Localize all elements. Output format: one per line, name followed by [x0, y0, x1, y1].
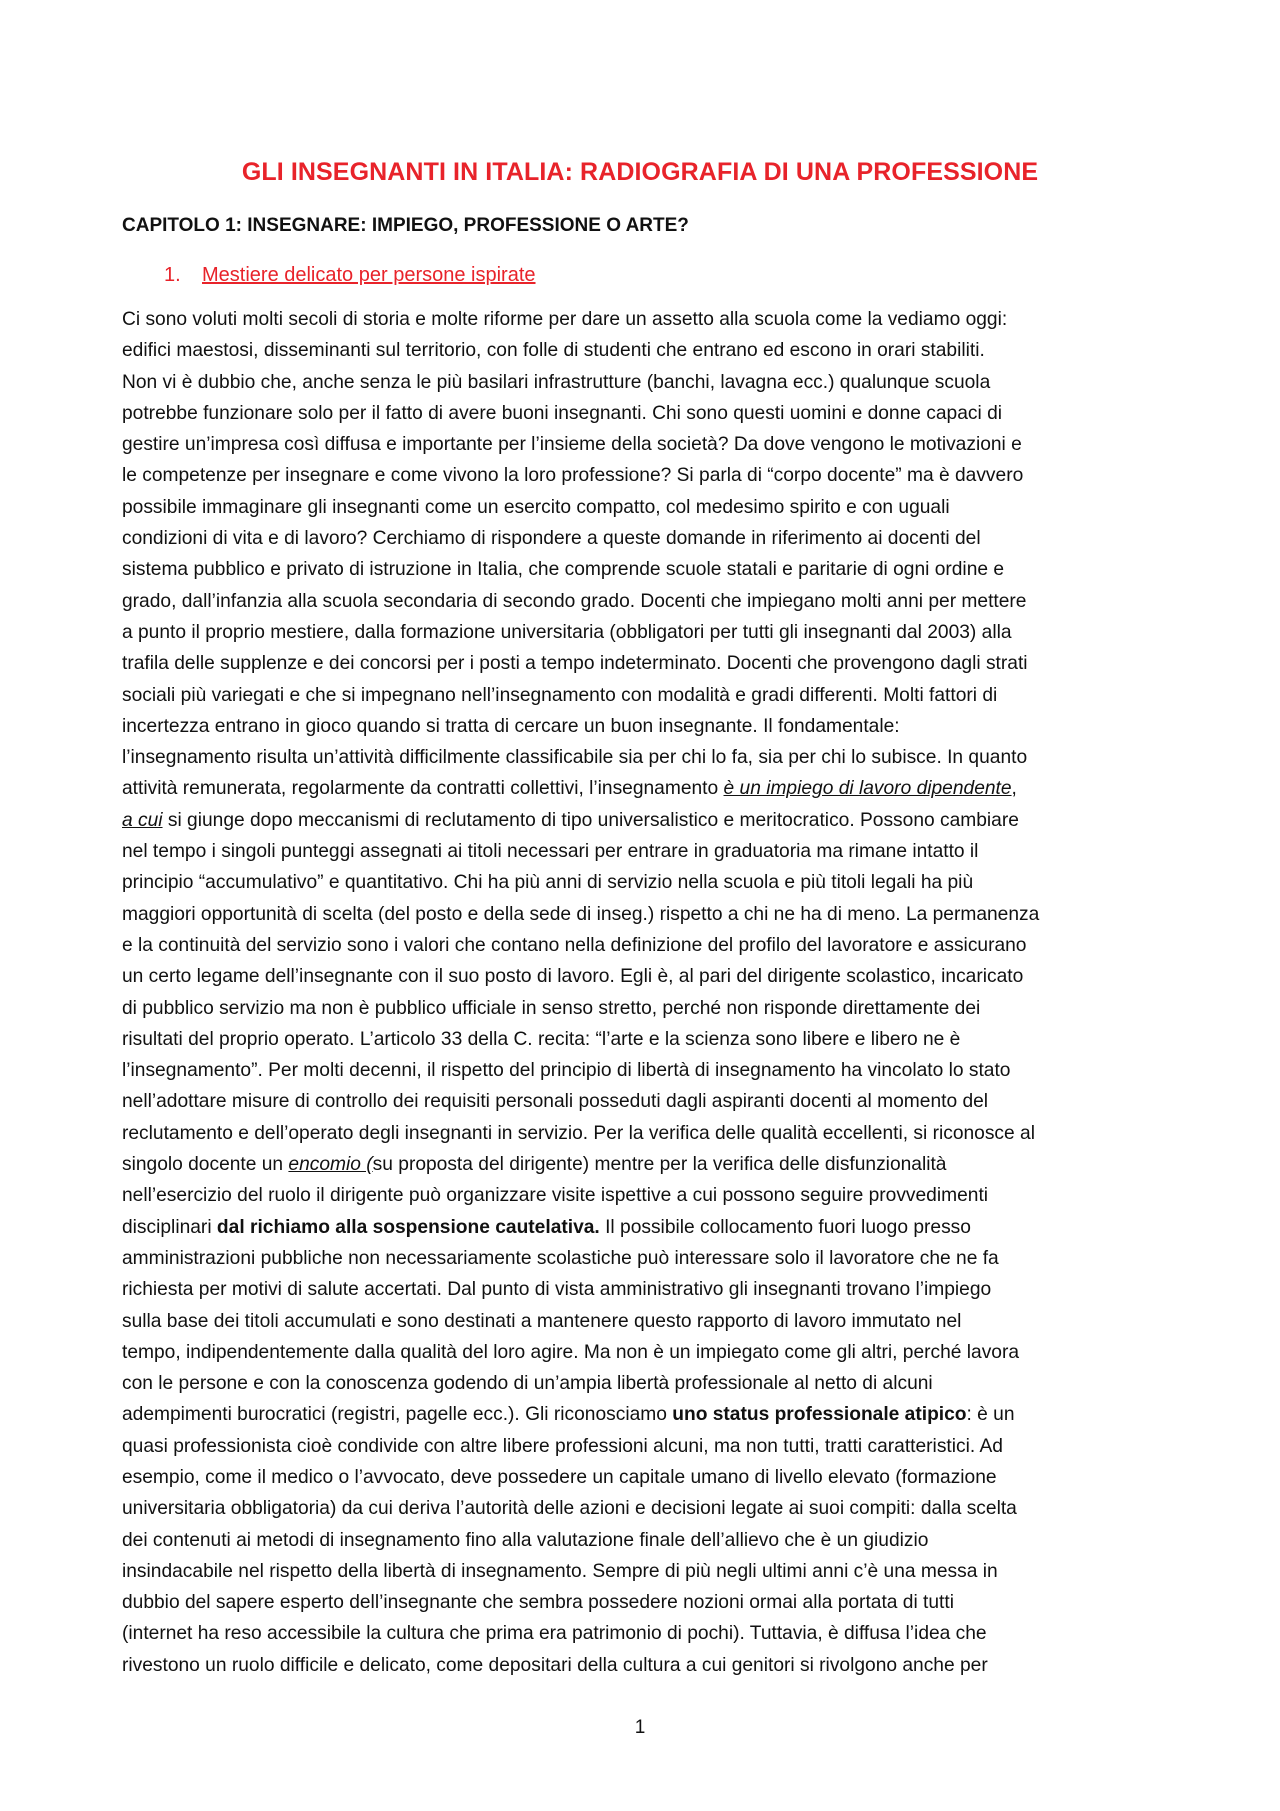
text-line: reclutamento e dell’operato degli insegnanti in servizio. Per la verifica delle qualità eccellenti, si riconosce al [122, 1122, 1035, 1144]
document-title: GLI INSEGNANTI IN ITALIA: RADIOGRAFIA DI UNA PROFESSIONE [241, 158, 1039, 186]
text-line: insindacabile nel rispetto della libertà di insegnamento. Sempre di più negli ultimi anni c’è una messa in [122, 1560, 998, 1582]
text-line: grado, dall’infanzia alla scuola secondaria di secondo grado. Docenti che impiegano molti anni per mettere [122, 590, 1027, 612]
text-line: richiesta per motivi di salute accertati. Dal punto di vista amministrativo gli insegnanti trovano l’impiego [122, 1279, 992, 1301]
bold-text: dal richiamo alla sospensione cautelativa. [216, 1216, 600, 1238]
emphasis-text: è un impiego di lavoro dipendente [723, 778, 1012, 800]
text-line [122, 805, 1162, 836]
text-line: le competenze per insegnare e come vivono la loro professione? Si parla di “corpo docente” ma è davvero [122, 465, 1024, 487]
section-title: Mestiere delicato per persone ispirate [202, 264, 536, 286]
text-line [122, 773, 1162, 804]
text-line [122, 1149, 1162, 1180]
text-line: sistema pubblico e privato di istruzione in Italia, che comprende scuole statali e paritarie di ogni ordine e [122, 559, 1005, 581]
text-line: nell’adottare misure di controllo dei requisiti personali posseduti dagli aspiranti docenti al momento del [122, 1091, 989, 1113]
text-line: universitaria obbligatoria) da cui deriva l’autorità delle azioni e decisioni legate ai suoi compiti: dalla scelta [122, 1498, 1017, 1520]
text-segment: , [1011, 778, 1017, 800]
text-line: incertezza entrano in gioco quando si tratta di cercare un buon insegnante. Il fondamentale: [122, 715, 900, 737]
text-line: sulla base dei titoli accumulati e sono destinati a mantenere questo rapporto di lavoro immutato nel [122, 1310, 962, 1332]
text-line: edifici maestosi, disseminanti sul territorio, con folle di studenti che entrano ed escono in orari stabiliti. [122, 340, 985, 362]
text-segment: : è un [966, 1404, 1015, 1426]
text-line: possibile immaginare gli insegnanti come un esercito compatto, col medesimo spirito e con uguali [122, 496, 950, 518]
text-line: nell’esercizio del ruolo il dirigente può organizzare visite ispettive a cui possono seguire provvedimenti [122, 1185, 989, 1207]
text-line: risultati del proprio operato. L’articolo 33 della C. recita: “l’arte e la scienza sono libere e libero ne è [122, 1028, 961, 1050]
emphasis-text: encomio ( [288, 1154, 373, 1176]
text-line: rivestono un ruolo difficile e delicato, come depositari della cultura a cui genitori si rivolgono anche per [122, 1654, 988, 1676]
emphasis-text: a cui [122, 809, 163, 831]
text-line: Ci sono voluti molti secoli di storia e molte riforme per dare un assetto alla scuola come la vediamo oggi: [122, 309, 1008, 330]
text-line: principio “accumulativo” e quantitativo. Chi ha più anni di servizio nella scuola e più titoli legali ha più [122, 872, 974, 894]
text-line: l’insegnamento”. Per molti decenni, il rispetto del principio di libertà di insegnamento ha vincolato lo stato [122, 1060, 1011, 1082]
body-text [122, 304, 1162, 1681]
text-line [122, 1399, 1162, 1430]
text-line: a punto il proprio mestiere, dalla formazione universitaria (obbligatori per tutti gli insegnanti dal 2003) alla [122, 621, 1012, 643]
text-segment: singolo docente un [122, 1154, 289, 1176]
text-line: tempo, indipendentemente dalla qualità del loro agire. Ma non è un impiegato come gli altri, perché lavora [122, 1341, 1020, 1363]
text-segment: Il possibile collocamento fuori luogo presso [599, 1216, 971, 1238]
text-line: con le persone e con la conoscenza godendo di un’ampia libertà professionale al netto di alcuni [122, 1373, 933, 1395]
text-line: (internet ha reso accessibile la cultura che prima era patrimonio di pochi). Tuttavia, è diffusa l’idea che [122, 1623, 987, 1645]
text-line: potrebbe funzionare solo per il fatto di avere buoni insegnanti. Chi sono questi uomini e donne capaci di [122, 402, 1003, 424]
text-line: dei contenuti ai metodi di insegnamento fino alla valutazione finale dell’allievo che è un giudizio [122, 1529, 929, 1551]
section-number: 1. [164, 264, 181, 286]
text-line: l’insegnamento risulta un’attività difficilmente classificabile sia per chi lo fa, sia per chi lo subisce. In quanto [122, 747, 1028, 769]
text-segment: su proposta del dirigente) mentre per la verifica delle disfunzionalità [372, 1154, 947, 1176]
text-line [122, 1212, 1162, 1243]
text-line: Non vi è dubbio che, anche senza le più basilari infrastrutture (banchi, lavagna ecc.) qualunque scuola [122, 371, 991, 393]
text-line: e la continuità del servizio sono i valori che contano nella definizione del profilo del lavoratore e assicurano [122, 934, 1027, 956]
text-line: trafila delle supplenze e dei concorsi per i posti a tempo indeterminato. Docenti che provengono dagli strati [122, 653, 1028, 675]
text-line: dubbio del sapere esperto dell’insegnante che sembra possedere nozioni ormai alla portata di tutti [122, 1592, 954, 1614]
text-line: maggiori opportunità di scelta (del posto e della sede di inseg.) rispetto a chi ne ha di meno. La permanenza [122, 903, 1040, 925]
text-line: condizioni di vita e di lavoro? Cerchiamo di rispondere a queste domande in riferimento ai docenti del [122, 528, 981, 550]
section-heading [164, 264, 536, 287]
text-line: quasi professionista cioè condivide con altre libere professioni alcuni, ma non tutti, tratti caratteristici. Ad [122, 1435, 1003, 1457]
text-segment: attività remunerata, regolarmente da contratti collettivi, l’insegnamento [122, 778, 724, 800]
text-line: nel tempo i singoli punteggi assegnati ai titoli necessari per entrare in graduatoria ma rimane intatto il [122, 841, 979, 863]
bold-text: uno status professionale atipico [672, 1404, 967, 1426]
page-number: 1 [634, 1717, 646, 1738]
text-line: un certo legame dell’insegnante con il suo posto di lavoro. Egli è, al pari del dirigente scolastico, incaricato [122, 966, 1024, 988]
text-line: esempio, come il medico o l’avvocato, deve possedere un capitale umano di livello elevato (formazione [122, 1466, 997, 1488]
text-line: sociali più variegati e che si impegnano nell’insegnamento con modalità e gradi differenti. Molti fattori di [122, 684, 998, 706]
text-segment: adempimenti burocratici (registri, pagelle ecc.). Gli riconosciamo [122, 1404, 673, 1426]
text-segment: si giunge dopo meccanismi di reclutamento di tipo universalistico e meritocratico. Possono cambiare [162, 809, 1019, 831]
text-line: amministrazioni pubbliche non necessariamente scolastiche può interessare solo il lavoratore che ne fa [122, 1247, 999, 1269]
text-line: gestire un’impresa così diffusa e importante per l’insieme della società? Da dove vengono le motivazioni e [122, 434, 1022, 456]
text-line: di pubblico servizio ma non è pubblico ufficiale in senso stretto, perché non risponde direttamente dei [122, 997, 981, 1019]
chapter-heading: CAPITOLO 1: INSEGNARE: IMPIEGO, PROFESSIONE O ARTE? [122, 215, 689, 236]
text-segment: disciplinari [122, 1216, 217, 1238]
